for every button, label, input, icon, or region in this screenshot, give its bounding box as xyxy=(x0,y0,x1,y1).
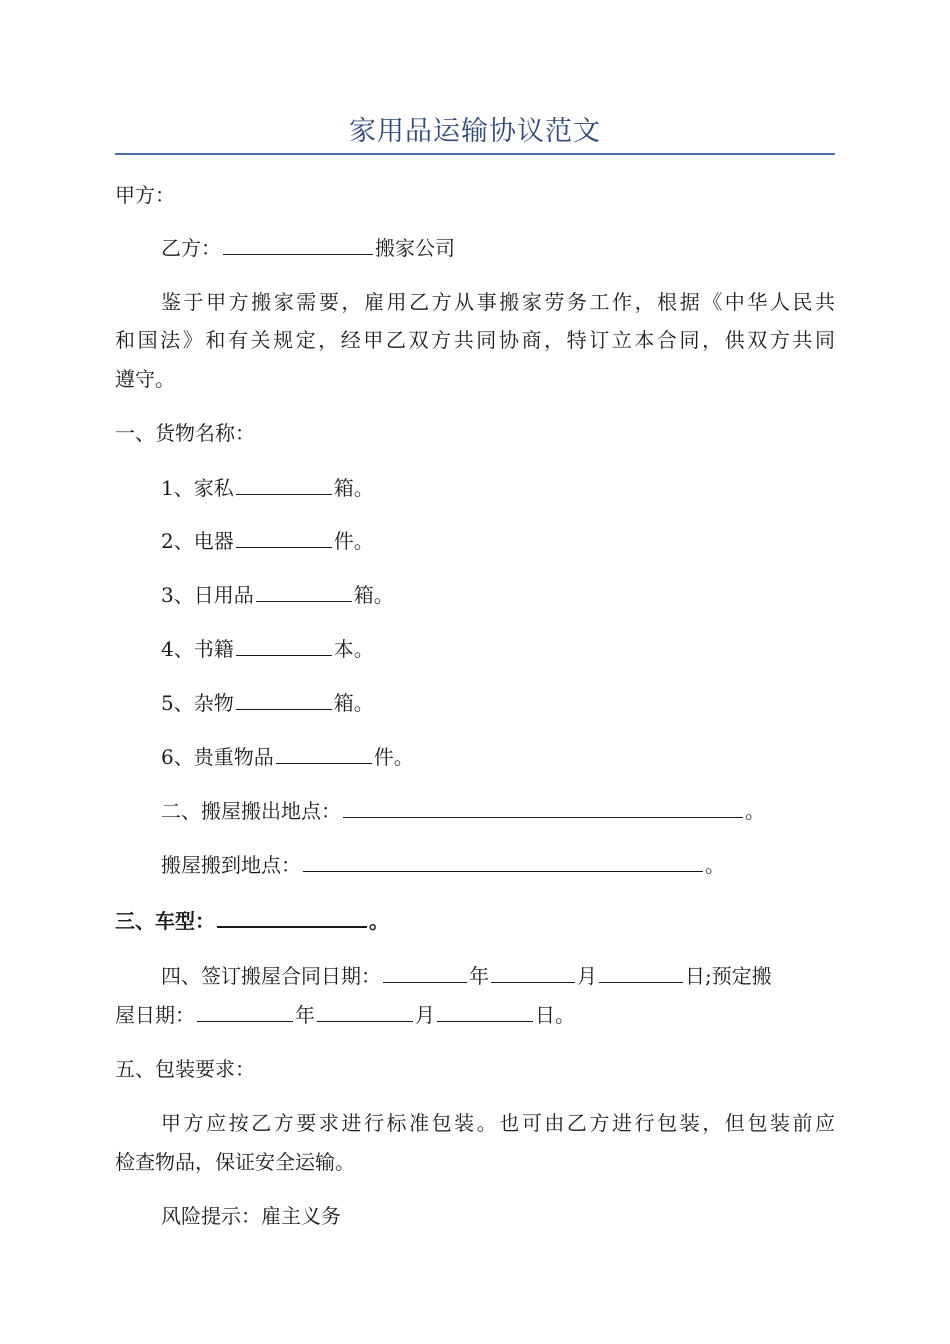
move-to-line xyxy=(161,845,835,885)
planned-month-blank xyxy=(317,995,413,1022)
section-1-heading: 一、货物名称： xyxy=(115,421,255,445)
goods-item xyxy=(161,468,835,508)
goods-item xyxy=(161,575,835,615)
goods-blank xyxy=(256,575,352,602)
goods-item xyxy=(161,683,835,723)
preamble-line-3: 遵守。 xyxy=(115,367,175,391)
party-a-line: 甲方： xyxy=(115,183,175,207)
goods-unit: 件。 xyxy=(373,745,414,769)
title-underline xyxy=(115,153,835,155)
planned-day-blank xyxy=(437,995,533,1022)
move-to-label: 搬屋搬到地点： xyxy=(161,853,301,877)
vehicle-type-blank xyxy=(217,900,367,928)
goods-label: 1、家私 xyxy=(161,476,234,500)
goods-unit: 箱。 xyxy=(333,691,374,715)
planned-year-blank xyxy=(197,995,293,1022)
vehicle-type-line xyxy=(115,900,835,941)
goods-blank xyxy=(236,468,332,495)
goods-item xyxy=(161,629,835,669)
year-text: 年 xyxy=(295,1003,315,1027)
section-5-heading: 五、包装要求： xyxy=(115,1057,255,1081)
move-to-end: 。 xyxy=(705,853,725,877)
goods-label: 6、贵重物品 xyxy=(161,745,274,769)
move-from-line xyxy=(161,791,835,831)
preamble-line-1: 鉴于甲方搬家需要，雇用乙方从事搬家劳务工作，根据《中华人民共 xyxy=(161,290,835,314)
goods-blank xyxy=(236,683,332,710)
party-b-line xyxy=(161,228,835,268)
vehicle-type-end: 。 xyxy=(369,909,389,933)
goods-unit: 件。 xyxy=(333,529,374,553)
preamble-line-2: 和国法》和有关规定，经甲乙双方共同协商，特订立本合同，供双方共同 xyxy=(115,328,835,352)
packing-line-2: 检查物品，保证安全运输。 xyxy=(115,1150,355,1174)
goods-label: 5、杂物 xyxy=(161,691,234,715)
month-text: 月 xyxy=(577,964,597,988)
planned-date-label: 屋日期： xyxy=(115,1003,195,1027)
risk-note: 风险提示：雇主义务 xyxy=(161,1204,341,1228)
goods-label: 4、书籍 xyxy=(161,637,234,661)
goods-blank xyxy=(236,521,332,548)
goods-blank xyxy=(276,737,372,764)
goods-unit: 箱。 xyxy=(333,476,374,500)
goods-item xyxy=(161,737,835,777)
contract-date-line-2 xyxy=(115,995,835,1035)
vehicle-type-label: 三、车型： xyxy=(115,909,215,933)
goods-unit: 箱。 xyxy=(353,583,394,607)
goods-label: 2、电器 xyxy=(161,529,234,553)
year-text: 年 xyxy=(469,964,489,988)
packing-line-1: 甲方应按乙方要求进行标准包装。也可由乙方进行包装，但包装前应 xyxy=(161,1111,835,1135)
move-from-blank xyxy=(343,791,743,818)
goods-blank xyxy=(236,629,332,656)
goods-unit: 本。 xyxy=(333,637,374,661)
contract-year-blank xyxy=(383,956,467,983)
contract-month-blank xyxy=(491,956,575,983)
document-title: 家用品运输协议范文 xyxy=(349,116,601,147)
goods-label: 3、日用品 xyxy=(161,583,254,607)
goods-item xyxy=(161,521,835,561)
contract-date-line-1 xyxy=(161,956,835,996)
day-separator-text: 日;预定搬 xyxy=(685,964,772,988)
move-from-end: 。 xyxy=(745,799,765,823)
month-text: 月 xyxy=(415,1003,435,1027)
day-end-text: 日。 xyxy=(535,1003,575,1027)
move-from-label: 二、搬屋搬出地点： xyxy=(161,799,341,823)
contract-date-label: 四、签订搬屋合同日期： xyxy=(161,964,381,988)
move-to-blank xyxy=(303,845,703,872)
party-b-suffix: 搬家公司 xyxy=(375,236,455,260)
party-b-label: 乙方： xyxy=(161,236,221,260)
party-b-blank xyxy=(223,228,373,255)
contract-day-blank xyxy=(599,956,683,983)
